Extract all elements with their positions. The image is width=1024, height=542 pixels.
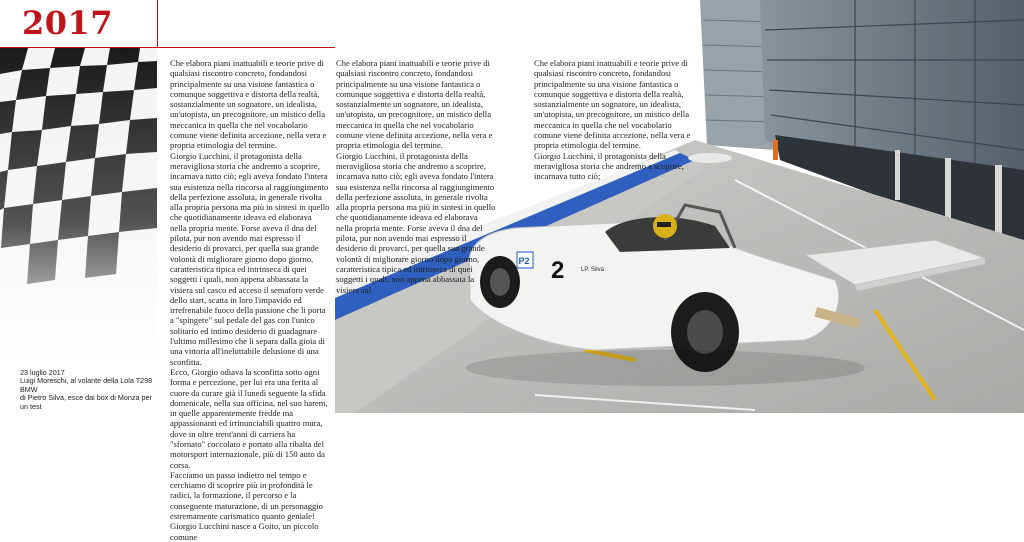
caption-line: di Pietro Silva, esce dai box di Monza per un test — [20, 393, 152, 411]
caption-date: 23 luglio 2017 — [20, 368, 65, 377]
body-text-column-2 — [336, 58, 496, 295]
page-year-title: 2017 — [22, 4, 114, 42]
body-paragraph: Giorgio Lucchini, il protagonista della meravigliosa storia che andremo a scoprire, incarnava tutto ciò; egli aveva fondato l'intera sua esistenza nella rincorsa al raggiungimento della perfezione assoluta, in generale rivolta alla propria persona ma più in sintesi in quello che quotidianamente ideava ed elaborava nella propria mente. Forse aveva il dna del pilota, pur non avendo mai espresso il desiderio di provarci, per quella sua grande volontà di migliorare giorno dopo giorno, caratteristica tipica ed intrinseca di quei soggetti i quali, non appena abbassata la visiera sul — [336, 150, 496, 295]
checkered-flag-image — [0, 48, 157, 366]
body-paragraph: Giorgio Lucchini, il protagonista della meravigliosa storia che andremo a scoprire, incarnava tutto ciò; — [534, 150, 684, 182]
body-text-column-3 — [534, 58, 694, 182]
header-rule-vertical — [157, 0, 158, 48]
body-paragraph: Giorgio Lucchini nasce a Goito, un piccolo comune — [170, 521, 319, 542]
body-paragraph: Che elabora piani inattuabili e teorie prive di qualsiasi riscontro concreto, fondandosi principalmente su una visione fantastica o comunque soggettiva e distorta della realtà, sostanzialmente un sognatore, un idealista, un'utopista, un precognitore, un mistico della meccanica in quella che nel vocabolario comune viene definita accezione, nella vera e propria etimologia del termine. — [534, 58, 691, 151]
photo-caption — [20, 369, 160, 411]
car-plate-label: P2 — [518, 256, 530, 266]
body-paragraph: Facciamo un passo indietro nel tempo e cerchiamo di scoprire più in profondità le radici, la formazione, il percorso e la conseguente maturazione, di un personaggio estremamente carismatico quanto geniale! — [170, 469, 323, 522]
car-driver-tag: LP. Silva — [581, 267, 604, 273]
body-paragraph: Che elabora piani inattuabili e teorie prive di qualsiasi riscontro concreto, fondandosi principalmente su una visione fantastica o comunque soggettiva e distorta della realtà, sostanzialmente un sognatore, un idealista, un'utopista, un precognitore, un mistico della meccanica in quella che nel vocabolario comune viene definita accezione, nella vera e propria etimologia del termine. — [336, 58, 493, 151]
body-paragraph: Giorgio Lucchini, il protagonista della meravigliosa storia che andremo a scoprire, incarnava tutto ciò; egli aveva fondato l'intera sua esistenza nella rincorsa al raggiungimento della perfezione assoluta, in generale rivolta alla propria persona ma più in sintesi in quello che quotidianamente ideava ed elaborava nella propria mente. Forse aveva il dna del pilota, pur non avendo mai espresso il desiderio di provarci, per quella sua grande volontà di migliorare giorno dopo giorno, caratteristica tipica ed intrinseca di quei soggetti i quali, non appena abbassata la visiera sul casco ed acceso il semaforo verde dello start, scatta in loro l'impavido ed irrefrenabile fuoco della passione che li porta a "spingere" sul pedale del gas con l'unico solitario ed intimo desiderio di guadagnare l'ultimo millesimo che li separa dalla gioia di una vittoria all'ineluttabile delusione di una sconfitta. — [170, 150, 330, 367]
body-text-column-1 — [170, 58, 330, 542]
body-paragraph: Che elabora piani inattuabili e teorie prive di qualsiasi riscontro concreto, fondandosi principalmente su una visione fantastica o comunque soggettiva e distorta della realtà, sostanzialmente un sognatore, un idealista, un'utopista, un precognitore, un mistico della meccanica in quella che nel vocabolario comune viene definita accezione, nella vera e propria etimologia del termine. — [170, 58, 327, 151]
car-number: 2 — [551, 257, 565, 284]
body-paragraph: Ecco, Giorgio odiava la sconfitta sotto ogni forma e percezione, per lui era una ferita al cuore da curare già il lunedì seguente la sfida domenicale, nella sua officina, nel suo harem, in quelle apparentemente fredde ma appassionanti ed irrinunciabili quattro mura, dove in oltre trent'anni di carriera ha "sfornato" coccolato e portato alla ribalta del motorsport internazionale, più di 150 auto da corsa. — [170, 366, 328, 470]
caption-line: Luigi Moreschi, al volante della Lola T298 BMW — [20, 376, 153, 394]
